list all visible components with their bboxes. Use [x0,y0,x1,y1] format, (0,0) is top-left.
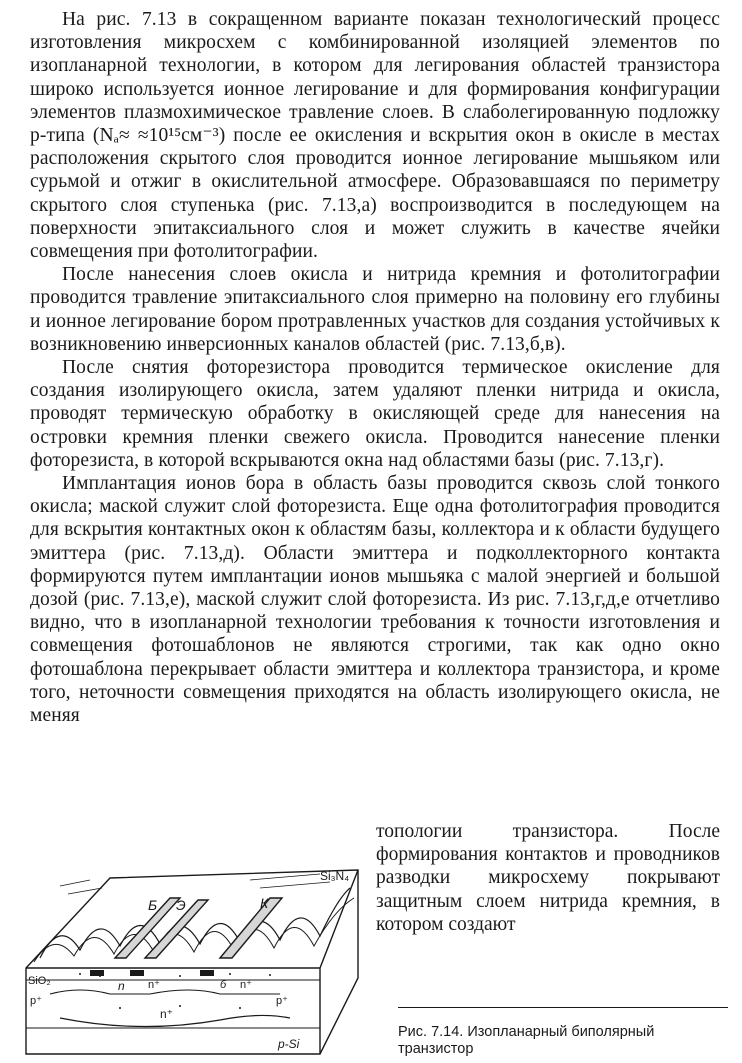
body-text [30,8,720,727]
label-n-left: n [118,979,125,993]
paragraph-2: После нанесения слоев окисла и нитрида кремния и фотолитографии проводится травление эпитаксиального слоя примерно на половину его глубины и ионное легирование бором протравленных участков для создания устойчивых к возникновению инверсионных каналов областей (рис. 7.13,б,в). [30,264,720,355]
label-p-plus-right: p⁺ [276,995,288,1007]
wrapped-text [376,820,720,936]
label-p-plus-left: p⁺ [30,995,42,1007]
figure-caption: Рис. 7.14. Изопланарный биполярный транзистор [398,1007,728,1058]
paragraph-4: Имплантация ионов бора в область базы проводится сквозь слой тонкого окисла; маской служит слой фоторезиста. Еще одна фотолитография проводится для вскрытия контактных окон к областям базы, коллектора и к области будущего эмиттера (рис. 7.13,д). Области эмиттера и подколлекторного контакта формируются путем имплантации ионов мышьяка с малой энергией и большой дозой (рис. 7.13,е), маской служит слой фоторезиста. Из рис. 7.13,г,д,е отчетливо видно, что в изопланарной технологии требования к точности изготовления и совмещения фотошаблонов не являются строгими, так как одно окно фотошаблона перекрывает области эмиттера и коллектора транзистора, и кроме того, неточности совмещения приходятся на область изолирующего окисла, не меняя [30,473,720,727]
paragraph-5: топологии транзистора. После формирования контактов и проводников разводки микросхему покрывают защитным слоем нитрида кремния, в котором создают [376,821,720,935]
label-base: Б [148,897,158,913]
paragraph-1: На рис. 7.13 в сокращенном варианте показан технологический процесс изготовления микросхем с комбинированной изоляцией элементов по изопланарной технологии, в котором для легирования областей транзистора широко используется ионное легирование и для формирования конфигурации элементов плазмохимическое травление слоев. В слаболегированную подложку p-типа (Nₐ≈ ≈10¹⁵см⁻³) после ее окисления и вскрытия окон в окисле в местах расположения скрытого слоя проводится ионное легирование мышьяком или сурьмой и отжиг в окислительной атмосфере. Образовавшаяся по периметру скрытого слоя ступенька (рис. 7.13,а) воспроизводится в последующем на поверхности эпитаксиального слоя и может служить в качестве ячейки совмещения при фотолитографии. [30,9,720,263]
label-n-plus-right: n⁺ [240,979,252,991]
label-emitter: Э [176,897,186,913]
label-si3n4: Si₃N₄ [320,869,350,883]
label-substrate: p-Si [278,1037,300,1051]
label-collector: К [260,895,269,911]
label-sio2: SiO₂ [28,975,51,987]
label-b-region: б [220,979,227,991]
label-n-plus-center: n⁺ [148,979,160,991]
transistor-figure [20,858,370,1058]
label-n-plus-buried: n⁺ [160,1007,174,1021]
paragraph-3: После снятия фоторезистора проводится термическое окисление для создания изолирующего окисла, затем удаляют пленки нитрида и окисла, проводят термическую обработку в окисляющей среде для нанесения на островки кремния пленки свежего окисла. Проводится нанесение пленки фоторезиста, в которой вскрываются окна над областями базы (рис. 7.13,г). [30,357,720,471]
